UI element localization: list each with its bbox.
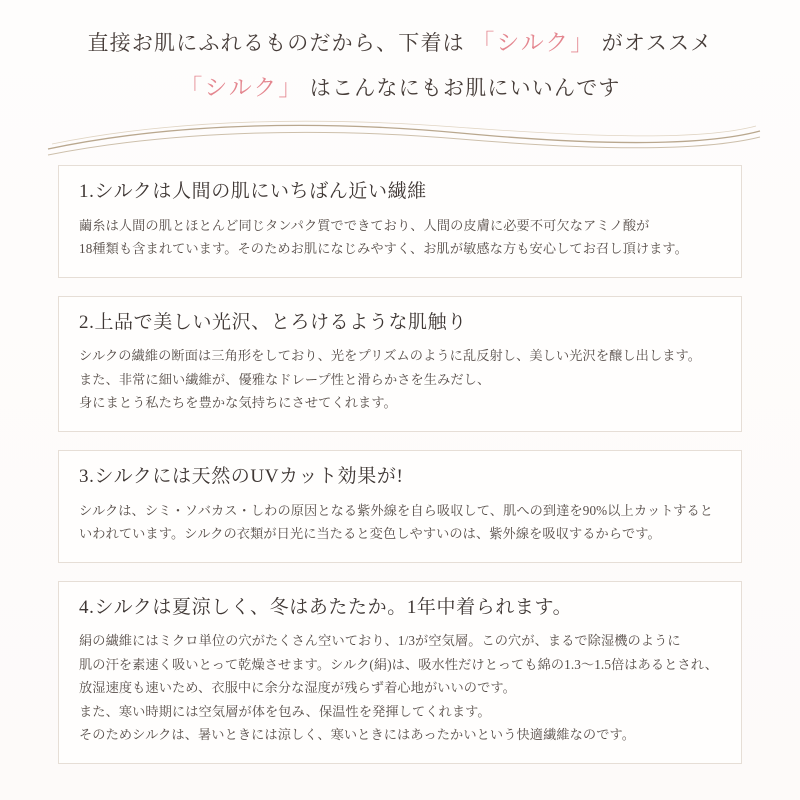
section-body-line: 放湿速度も速いため、衣服中に余分な湿度が残らず着心地がいいのです。 (79, 680, 516, 696)
section-body (79, 214, 721, 261)
section-title: 3.シルクには天然のUVカット効果が! (79, 465, 404, 487)
swoosh-divider (0, 117, 800, 163)
section-body-line: 身にまとう私たちを豊かな気持ちにさせてくれます。 (79, 395, 397, 411)
section-card-3 (58, 450, 742, 563)
section-body (79, 499, 721, 546)
headline-line-1-pre: 直接お肌にふれるものだから、下着は (87, 31, 465, 55)
section-body-line: シルクの繊維の断面は三角形をしており、光をプリズムのように乱反射し、美しい光沢を醸し出します。 (79, 348, 702, 364)
headline-line-1-post: がオススメ (601, 31, 713, 55)
headline-line-2 (0, 67, 800, 110)
section-card-2 (58, 296, 742, 432)
section-title: 1.シルクは人間の肌にいちばん近い繊維 (79, 181, 427, 203)
swoosh-icon (0, 117, 800, 163)
headline-block (0, 0, 800, 109)
section-body-line: 18種類も含まれています。そのためお肌になじみやすく、お肌が敏感な方も安心してお召し頂けます。 (79, 241, 688, 257)
section-title: 4.シルクは夏涼しく、冬はあたたか。1年中着られます。 (79, 596, 573, 618)
section-title: 2.上品で美しい光沢、とろけるような肌触り (79, 311, 467, 333)
section-body-line: また、非常に細い繊維が、優雅なドレープ性と滑らかさを生みだし、 (79, 371, 491, 387)
sections-list (0, 165, 800, 764)
section-body (79, 344, 721, 415)
headline-line-1 (0, 22, 800, 65)
section-card-1 (58, 165, 742, 278)
section-body-line: 肌の汗を素速く吸いとって乾燥させます。シルク(絹)は、吸水性だけとっても綿の1.3〜1.5倍はあるとされ、 (79, 656, 719, 672)
section-body-line: 繭糸は人間の肌とほとんど同じタンパク質でできており、人間の皮膚に必要不可欠なアミノ酸が (79, 217, 650, 233)
section-body-line: シルクは、シミ・ソバカス・しわの原因となる紫外線を自ら吸収して、肌への到達を90%以上カットすると (79, 502, 714, 518)
section-body-line: いわれています。シルクの衣類が日光に当たると変色しやすいのは、紫外線を吸収するからです。 (79, 526, 661, 542)
section-body-line: また、寒い時期には空気層が体を包み、保温性を発揮してくれます。 (79, 703, 491, 719)
section-body-line: 絹の繊維にはミクロ単位の穴がたくさん空いており、1/3が空気層。この穴が、まるで除湿機のように (79, 633, 681, 649)
headline-line-1-accent: 「シルク」 (471, 30, 596, 55)
headline-line-2-accent: 「シルク」 (179, 74, 304, 100)
headline-line-2-post: はこんなにもお肌にいいんです (309, 75, 621, 100)
section-card-4 (58, 581, 742, 764)
section-body (79, 629, 721, 747)
section-body-line: そのためシルクは、暑いときには涼しく、寒いときにはあったかいという快適繊維なのです。 (79, 727, 636, 743)
